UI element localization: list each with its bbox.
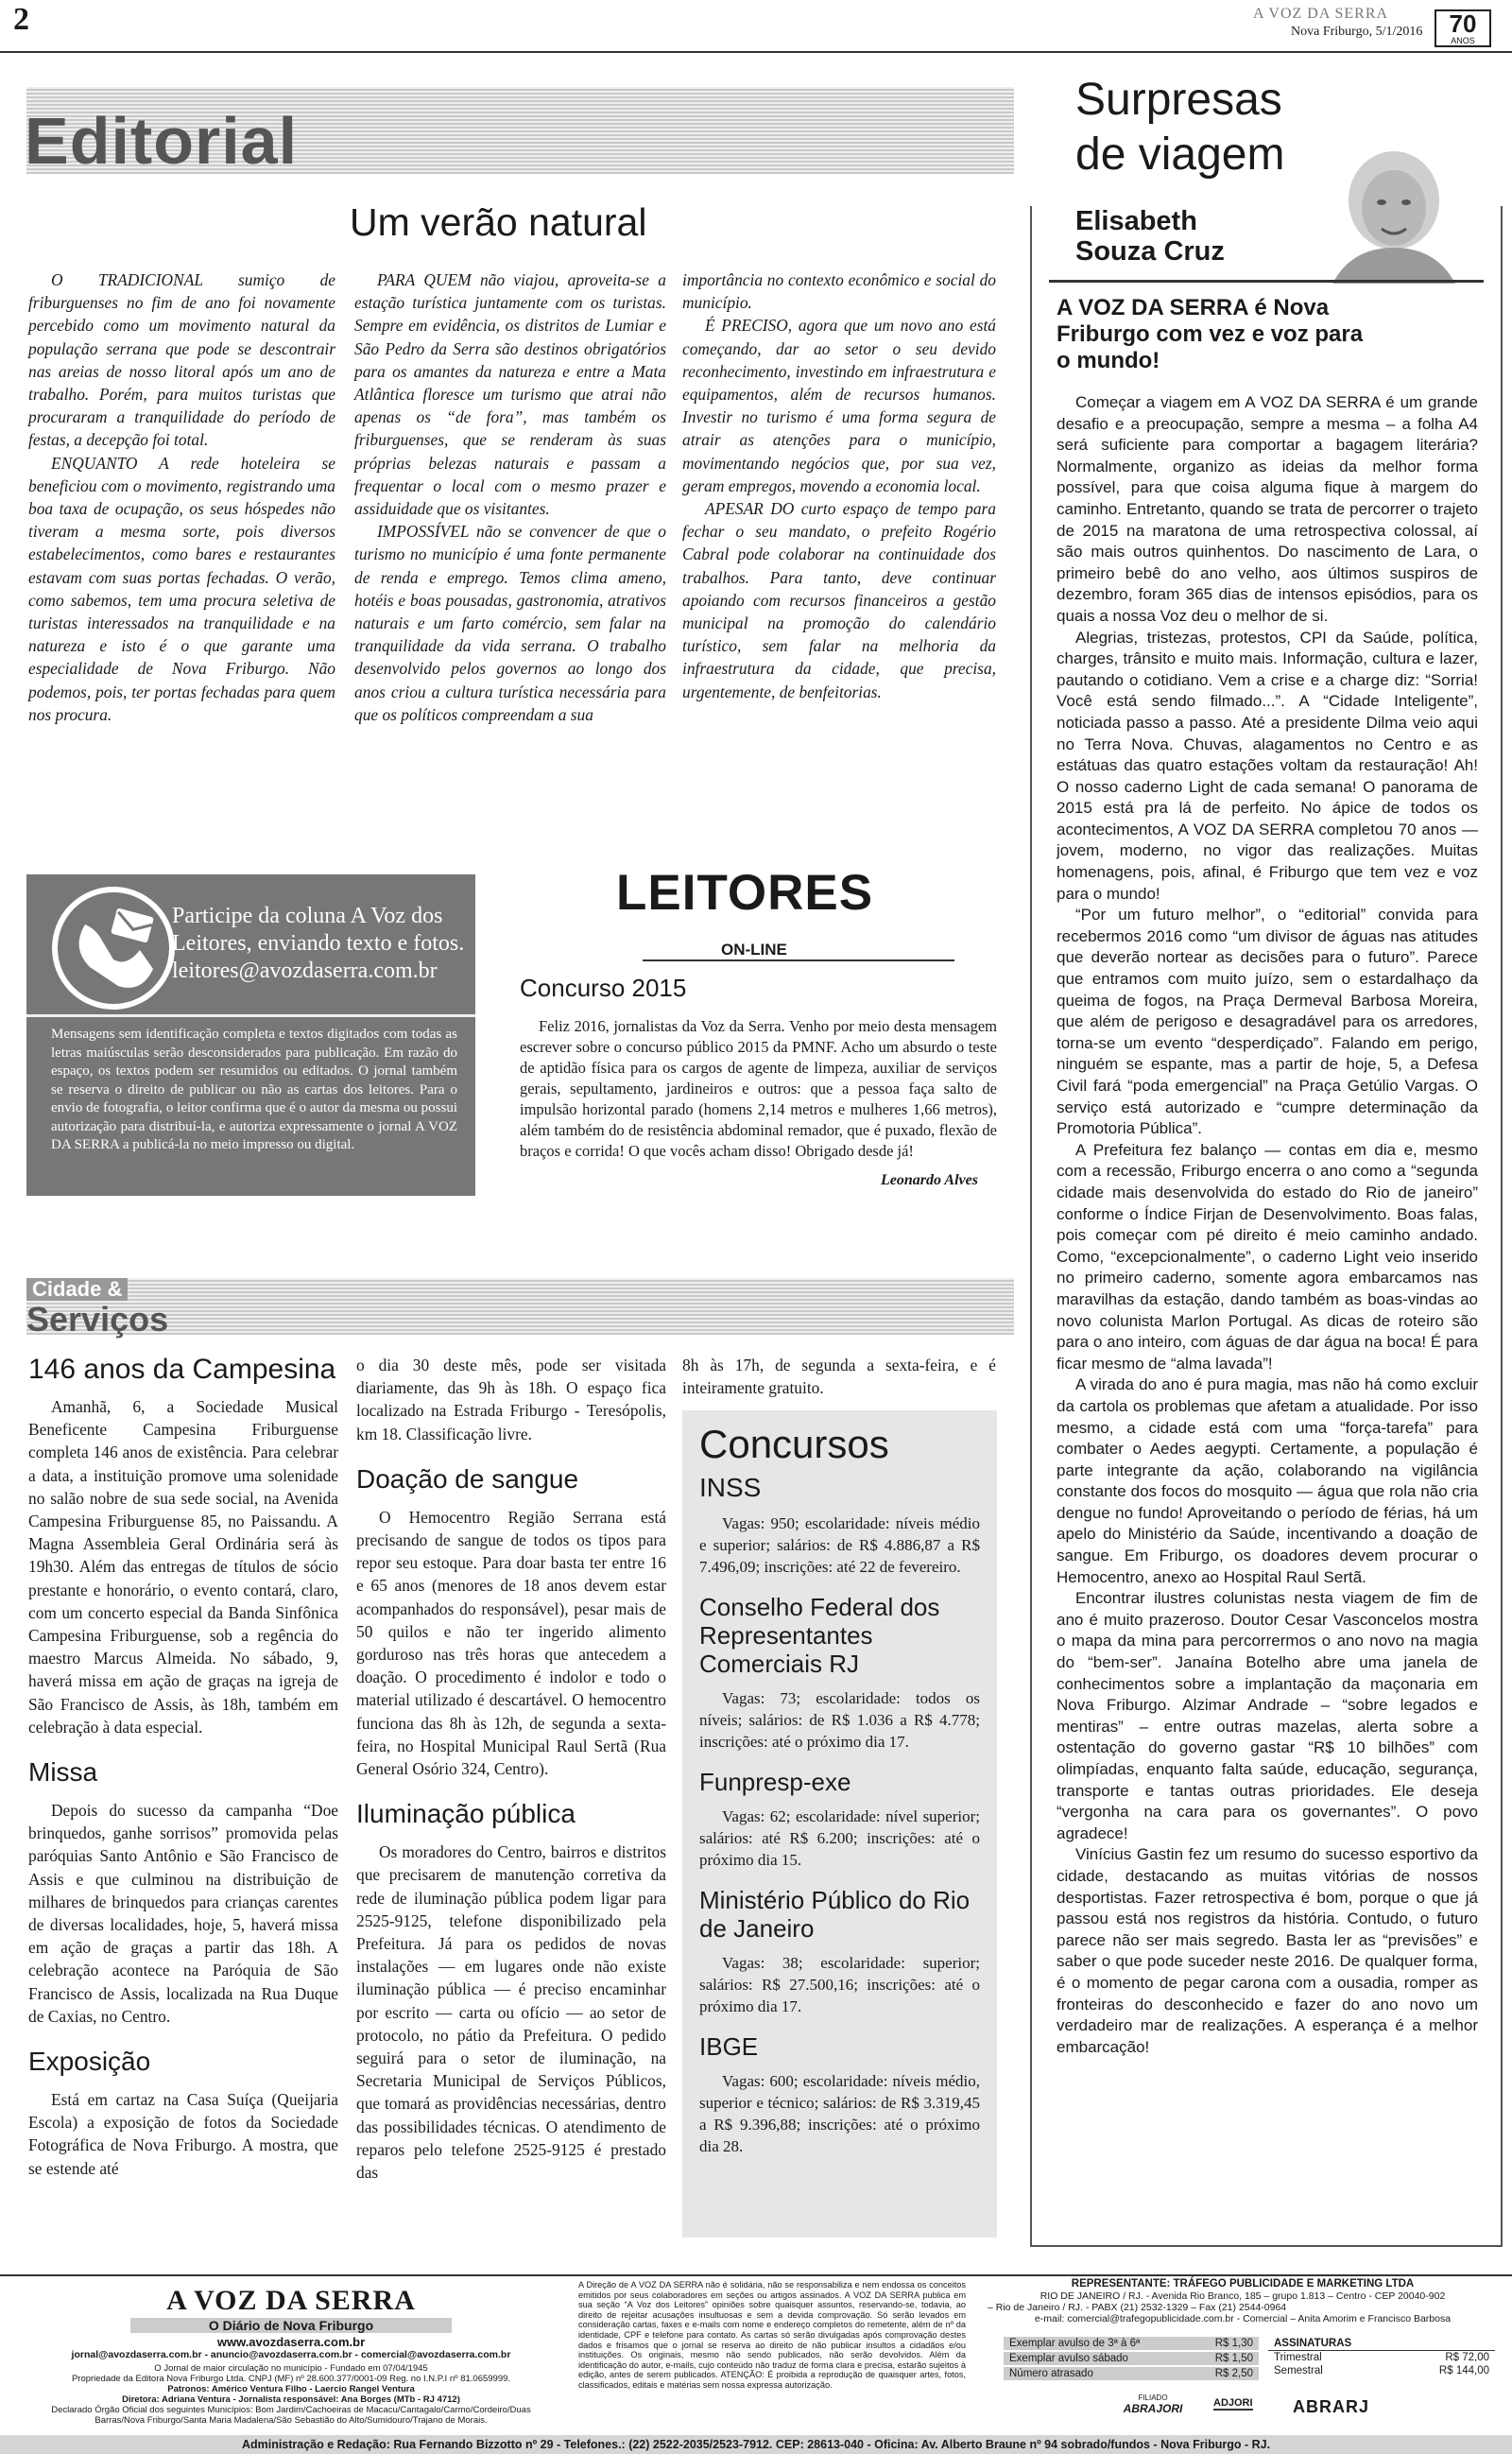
- header-paper-name: A VOZ DA SERRA: [1253, 6, 1389, 22]
- concurso-name: Conselho Federal dos Representantes Comerciais RJ: [699, 1593, 940, 1678]
- column-paragraph: A virada do ano é pura magia, mas não há como excluir da cartola os problemas que afetam a atualidade. Por isso mesmo, a cidade está com uma “força-tarefa” para combater o Aedes aegypti. Certamente, a população é parte integrante da ação, colaborando na vigilância constante dos focos do mosquito — água que rola não cria dengue no fundo! Aproveitando o período de férias, há um apelo do Ministério da Saúde, incentivando a doação de sangue. Em Friburgo, os doadores devem procurar o Hemocentro, anexo ao Hospital Raul Sertã.: [1057, 1375, 1478, 1586]
- leitores-letter-signature: Leonardo Alves: [881, 1172, 978, 1188]
- subs-label: Semestral: [1274, 2365, 1323, 2376]
- concurso-item: [699, 1593, 980, 1753]
- concurso-name: Ministério Público do Rio de Janeiro: [699, 1886, 971, 1943]
- price-value: R$ 1,30: [1214, 2338, 1253, 2349]
- leitores-invite-divider: [26, 1014, 475, 1017]
- concurso-name: IBGE: [699, 2032, 759, 2061]
- expo-text: Está em cartaz na Casa Suíça (Queijaria Escola) a exposição de fotos da Sociedade Fotográfica de Nova Friburgo. A mostra, que se estende até: [28, 2090, 338, 2178]
- editorial-paragraph: O TRADICIONAL sumiço de friburguenses no fim de ano foi novamente percebido como um movimento natural da população serrana que pode se descontrair nas areias de nosso litoral após um ano de trabalho. Porém, para muitos turistas que procuraram a tranquilidade do período de festas, a decepção foi total.: [28, 270, 335, 450]
- campesina-text: Amanhã, 6, a Sociedade Musical Beneficente Campesina Friburguense completa 146 anos de existência. Para celebrar a data, a instituição promove uma solenidade no salão nobre de sua sede social, na Avenida Campesina Friburguense 85, no Paissandu. A Magna Assembleia Geral Ordinária será às 19h30. Além das entregas de títulos de sócio prestante e honorário, o evento contará, claro, com um concerto especial da Banda Sinfônica Campesina Friburguense, sob a regência do maestro Marcus Almeida. No sábado, 9, haverá missa em ação de graças na igreja de São Francisco de Assis, às 18h, também em celebração à data especial.: [28, 1397, 338, 1737]
- leitores-invite: Participe da coluna A Voz dos Leitores, enviando texto e fotos. leitores@avozdaserra.com.br: [172, 904, 465, 983]
- concurso-item: [699, 1473, 980, 1578]
- expediente-line: Propriedade da Editora Nova Friburgo Ltda. CNPJ (MF) nº 28.600.377/0001-09 Reg. no I.N.P.I nº 81.0659999.: [71, 2374, 511, 2384]
- mail-icon: [47, 882, 180, 1014]
- price-value: R$ 2,50: [1214, 2368, 1253, 2379]
- subs-value: R$ 72,00: [1445, 2352, 1489, 2363]
- price-label: Exemplar avulso sábado: [1009, 2353, 1128, 2364]
- doacao-text: O Hemocentro Região Serrana está precisando de sangue de todos os tipos para repor seu estoque. Para doar basta ter entre 16 e 65 anos (menores de 18 anos devem estar acompanhados do responsável), pesar mais de 50 quilos e não ter ingerido alimento gorduroso nas três horas que antecedem a doação. O procedimento é indolor e todo o material utilizado é descartável. O hemocentro funciona das 8h às 12h, de segunda a sexta-feira, no Hospital Municipal Raul Sertã (Rua General Osório 324, Centro).: [356, 1507, 666, 1779]
- column-headline: A VOZ DA SERRA é Nova Friburgo com vez e voz para o mundo!: [1057, 295, 1364, 373]
- page-number: 2: [13, 2, 29, 37]
- representante: [988, 2278, 1498, 2324]
- header-rule: [0, 51, 1512, 53]
- editorial-paragraph: APESAR DO curto espaço de tempo para fechar o seu mandato, o prefeito Rogério Cabral pode colaborar na continuidade dos trabalhos. Para tanto, deve continuar apoiando com recursos financeiros a gestão municipal na promoção do calendário turístico, sem falar na melhoria da infraestrutura da cidade, que precisa, urgentemente, de benfeitorias.: [682, 499, 996, 701]
- column-paragraph: A Prefeitura fez balanço — contas em dia e, mesmo com a recessão, Friburgo encerra o ano como a “segunda cidade mais desenvolvida do estado do Rio de janeiro” conforme o Índice Firjan de Desenvolvimento. Boas falas, pois começar com pé direito é meio caminho andado. Como, “excepcionalmente”, o caderno Light veio inserido no primeiro caderno, somente agora embarcamos nas maravilhas da estação, dando também as boas-vindas ao novo colunista Marlon Portugal. As dicas de roteiro são para o ano inteiro, com águas de dar água na boca! É para ficar mesmo de “alma lavada”!: [1057, 1140, 1478, 1373]
- servicos-col-3: [682, 1354, 996, 1399]
- price-row: [1004, 2352, 1259, 2365]
- columnist-rule: [1049, 280, 1484, 283]
- columnist-name-line2: Souza Cruz: [1075, 236, 1225, 267]
- leitores-label: LEITORES: [616, 865, 874, 921]
- ilum-text: Os moradores do Centro, bairros e distritos que precisarem de manutenção corretiva da rede de iluminação pública podem ligar para 2525-9125, telefone disponibilizado pela Prefeitura. Já para os pedidos de novas instalações — em lugares onde não existe iluminação pública — é preciso encaminhar por escrito — carta ou ofício — ao setor de protocolo, no pátio da Prefeitura. O pedido seguirá para o setor de iluminação, na Secretaria Municipal de Serviços Públicos, que tomará as providências necessárias, dentro das possibilidades técnicas. O atendimento de reparos pelo telefone 2525-9125 é prestado das: [356, 1842, 666, 2183]
- concurso-text: Vagas: 38; escolaridade: superior; salários: R$ 27.500,16; inscrições: até o próximo dia 17.: [699, 1954, 980, 2015]
- column-paragraph: “Por um futuro melhor”, o “editorial” convida para recebermos 2016 como “um divisor de águas nas atitudes que deverão nortear as decisões para o futuro”. Parece que entramos com muito juízo, sem o estardalhaço da queima de fogos, na Praça Dermeval Barbosa Moreira, que além de perigoso e desagradável para os arredores, torna-se um evento “desperdiçado”. Falando em perigo, ninguém se espante, mas a partir de hoje, 5, a Defesa Civil fará “poda emergencial” na Praça Getúlio Vargas. O serviço está autorizado e “cumpre determinação da Promotoria Pública”.: [1057, 906, 1478, 1138]
- servicos-col-1: [28, 1348, 338, 2180]
- abrajori-logo: [1101, 2394, 1205, 2415]
- editorial-paragraph: IMPOSSÍVEL não se convencer de que o turismo no município é uma fonte permanente de renda e emprego. Temos clima ameno, hotéis e boas pousadas, gastronomia, atrativos naturais e um farto comércio, sem falar na tranquilidade da vida serrana. O trabalho desenvolvido pelos governos ao longo dos anos criou a cultura turística necessária para que os políticos compreendam a sua: [354, 522, 666, 724]
- adjori-logo: ADJORI: [1213, 2397, 1253, 2409]
- concurso-item: [699, 2032, 980, 2157]
- concurso-item: [699, 1768, 980, 1871]
- representante-title: REPRESENTANTE: TRÁFEGO PUBLICIDADE E MARKETING LTDA: [1071, 2278, 1415, 2290]
- editorial-label: Editorial: [25, 104, 299, 178]
- subs-row: [1268, 2364, 1495, 2377]
- column-title-line2: de viagem: [1075, 130, 1285, 180]
- expo-text-cont: o dia 30 deste mês, pode ser visitada diariamente, das 9h às 18h. O espaço fica localizado na Estrada Friburgo - Teresópolis, km 18. Classificação livre.: [356, 1356, 666, 1443]
- expediente-disclaimer: A Direção de A VOZ DA SERRA não é solidária, não se responsabiliza e nem endossa os conceitos emitidos por seus colaboradores em seções ou artigos assinados. A VOZ DA SERRA publica em sua seção “A Voz dos Leitores” opiniões sobre quaisquer assuntos, reservando-se, todavia, ao direito de rejeitar acusações insultuosas e sem a devida comprovação. Só serão levados em consideração cartas, faxes e e-mails com nome e endereço completos do remetente, além de nº da identidade, CPF e telefone para contato. As cartas só serão divulgadas após comprovação destes dados e frisamos que o jornal se reserva ao direito de não publicar insultos a cidadãos e/ou instituições. Os originais, mesmo não sendo publicados, não serão devolvidos. Além da identificação do autor, e-mails, cujo conteúdo não traduz de forma clara e precisa, estarão sujeitos à edição, antes de serem publicados. ATENÇÃO: É proibida a reprodução de quaisquer artes, fotos, classificados, editais e matérias sem nossa expressa autorização.: [578, 2280, 966, 2390]
- editorial-col-1: [28, 268, 335, 726]
- expediente-emails: jornal@avozdaserra.com.br - anuncio@avozdaserra.com.br - comercial@avozdaserra.com.br: [71, 2349, 511, 2360]
- badge-number: 70: [1449, 9, 1477, 38]
- editorial-col-3: [682, 268, 996, 703]
- expediente-paper-name: A VOZ DA SERRA: [166, 2285, 416, 2316]
- expediente-masthead: [26, 2286, 556, 2426]
- price-label: Exemplar avulso de 3ª à 6ª: [1009, 2338, 1141, 2349]
- concursos-box: [682, 1410, 997, 2238]
- leitores-notice: Mensagens sem identificação completa e textos digitados com todas as letras maiúsculas serão desconsiderados para publicação. Em razão do espaço, os textos podem ser resumidos ou editados. O jornal também se reserva o direito de publicar ou não as cartas dos leitores. Para o envio de fotografia, o leitor confirma que é o autor da mesma ou possui autorização para distribuí-la, e autoriza expressamente o jornal A VOZ DA SERRA a publicá-la no meio impresso ou digital.: [51, 1027, 457, 1152]
- expediente-line: Declarado Órgão Oficial dos seguintes Municípios: Bom Jardim/Cachoeiras de Macacu/Cantagalo/Carmo/Cordeiro/Duas Barras/Nova Friburgo/Santa Maria Madalena/São Sebastião do Alto/Sumidouro/Trajano de Morais.: [51, 2405, 531, 2426]
- editorial-col-2: [354, 268, 666, 726]
- badge-sub: ANOS: [1451, 36, 1475, 45]
- columnist-name-line1: Elisabeth: [1075, 206, 1197, 236]
- expediente-line: O Jornal de maior circulação no município - Fundado em 07/04/1945: [154, 2363, 428, 2374]
- concurso-text: Vagas: 62; escolaridade: nível superior; salários: até R$ 6.200; inscrições: até o próximo dia 15.: [699, 1807, 980, 1869]
- concurso-text: Vagas: 73; escolaridade: todos os níveis; salários: de R$ 1.036 a R$ 4.778; inscrições: até o próximo dia 17.: [699, 1689, 980, 1751]
- subs-value: R$ 144,00: [1438, 2365, 1489, 2376]
- concurso-name: INSS: [699, 1473, 762, 1502]
- editorial-paragraph: ENQUANTO A rede hoteleira se beneficiou com o movimento, registrando uma boa taxa de ocupação, os seus hóspedes não tiveram a mesma sorte, pois diversos estabelecimentos, como bares e restaurantes estavam com suas portas fechadas. O verão, como sabemos, tem uma procura seletiva de turistas interessados na tranquilidade e na natureza e isto é o que garante uma especialidade de Nova Friburgo. Não podemos, pois, ter portas fechadas para quem nos procura.: [28, 453, 335, 724]
- ilum-text-cont: 8h às 17h, de segunda a sexta-feira, e é inteiramente gratuito.: [682, 1356, 996, 1398]
- servicos-label-band: [26, 1278, 1014, 1335]
- price-value: R$ 1,50: [1214, 2353, 1253, 2364]
- subs-title: ASSINATURAS: [1268, 2337, 1495, 2351]
- subs-label: Trimestral: [1274, 2352, 1322, 2363]
- ilum-title: Iluminação pública: [356, 1799, 576, 1829]
- leitores-invite-box: [26, 874, 475, 1196]
- doacao-title: Doação de sangue: [356, 1463, 579, 1494]
- representante-line: e-mail: comercial@trafegopublicidade.com.br - Comercial – Anita Amorim e Francisco Barbosa: [1034, 2313, 1452, 2324]
- representante-line: RIO DE JANEIRO / RJ. - Avenida Rio Branco, 185 – grupo 1.813 – Centro - CEP 20040-902: [1040, 2290, 1446, 2302]
- leitores-rule: [643, 959, 954, 961]
- representante-line: – Rio de Janeiro / RJ. - PABX (21) 2532-1329 – Fax (21) 2544-0964: [988, 2302, 1287, 2313]
- price-row: [1004, 2367, 1259, 2380]
- concurso-name: Funpresp-exe: [699, 1768, 851, 1796]
- subs-row: [1268, 2351, 1495, 2364]
- missa-text: Depois do sucesso da campanha “Doe brinquedos, ganhe sorrisos” promovida pelas paróquias Santo Antônio e São Francisco de Assis e que culminou na distribuição de milhares de brinquedos para crianças carentes de diversas localidades, hoje, 5, haverá missa em ação de graças a partir das 18h. A celebração acontece na Paróquia de São Francisco de Assis, localizada na Rua Duque de Caxias, no Centro.: [28, 1801, 338, 2026]
- column-title-line1: Surpresas: [1075, 75, 1282, 125]
- header-dateline: Nova Friburgo, 5/1/2016: [1291, 25, 1423, 39]
- expediente-site: www.avozdaserra.com.br: [216, 2335, 366, 2349]
- footer-address: Administração e Redação: Rua Fernando Bizzotto nº 29 - Telefones.: (22) 2522-2035/2523-7912. CEP: 28613-040 - Oficina: Av. Alberto Braune nº 94 sobrado/fundos - Nova Friburgo - RJ.: [0, 2435, 1512, 2454]
- concurso-text: Vagas: 950; escolaridade: níveis médio e superior; salários: de R$ 4.886,87 a R$ 7.496,09; inscrições: até 22 de fevereiro.: [699, 1514, 980, 1576]
- servicos-col-2: [356, 1354, 666, 2184]
- leitores-sublabel: ON-LINE: [721, 941, 787, 959]
- editorial-paragraph: É PRECISO, agora que um novo ano está começando, dar ao setor o seu devido reconhecimento, investindo em infraestrutura e equipamentos, além de recursos humanos. Investir no turismo é uma forma segura de atrair as atenções para o município, movimentando negócios que, por sua vez, geram empregos, movendo a economia local.: [682, 316, 996, 495]
- price-row: [1004, 2337, 1259, 2350]
- leitores-letter-body: Feliz 2016, jornalistas da Voz da Serra. Venho por meio desta mensagem escrever sobre o concurso público 2015 da PMNF. Acho um absurdo o teste de aptidão física para os cargos de agente de limpeza, auxiliar de serviços gerais, sepultamento, jardineiros e outros: que a pessoa faça salto de impulsão horizontal parado (homens 2,14 metros e mulheres 1,66 metros), além também do de resistência abdominal remador, que é puxado, flexão de braços e corrida! O que vocês acham disso! Obrigado desde já!: [520, 1017, 997, 1160]
- servicos-label-top: Cidade &: [26, 1278, 128, 1301]
- concurso-item: [699, 1886, 980, 2017]
- abrajori-logo-name: ABRAJORI: [1123, 2402, 1183, 2415]
- anniversary-badge: [1435, 9, 1491, 47]
- concurso-text: Vagas: 600; escolaridade: níveis médio, superior e técnico; salários: de R$ 3.319,45 a R$ 9.396,88; inscrições: até o próximo dia 28.: [699, 2072, 980, 2155]
- column-paragraph: Alegrias, tristezas, protestos, CPI da Saúde, política, charges, trânsito e muito mais. Informação, cultura e lazer, pautando o cotidiano. Vem a crise e a charge diz: “Sorria! Você está sendo filmado...”. A “Cidade Inteligente”, noticiada passo a passo. Até a presidente Dilma veio aqui no Terra Nova. Chuvas, alagamentos no Centro e as estátuas das quatro estações voltam da restauração! Ah! O nosso caderno Light de cada semana! O panorama de 2015 está pra lá de perfeito. No ápice de todos os acontecimentos, A VOZ DA SERRA completou 70 anos — jovem, moderno, no vigor das realizações. Muitas homenagens, pois, afinal, é Friburgo que tem vez e voz para o mundo!: [1057, 628, 1478, 903]
- expediente-tagline: O Diário de Nova Friburgo: [130, 2318, 452, 2333]
- abrajori-logo-top: FILIADO: [1138, 2394, 1168, 2402]
- leitores-letter-title: Concurso 2015: [520, 974, 687, 1002]
- abrarj-logo: ABRARJ: [1293, 2397, 1370, 2416]
- expediente-line: Diretora: Adriana Ventura - Jornalista responsável: Ana Borges (MTb - RJ 4712): [122, 2394, 460, 2405]
- editorial-paragraph: PARA QUEM não viajou, aproveita-se a estação turística juntamente com os turistas. Sempre em evidência, os distritos de Lumiar e São Pedro da Serra são destinos obrigatórios para os amantes da natureza e entre a Mata Atlântica floresce um turismo que atrai não apenas os “de fora”, mas também os friburguenses, que se renderam às suas próprias belezas naturais e passam a frequentar o local com o mesmo prazer e assiduidade que os visitantes.: [354, 270, 666, 519]
- expo-title: Exposição: [28, 2047, 151, 2077]
- columnist-photo: [1323, 142, 1465, 284]
- column-paragraph: Encontrar ilustres colunistas nesta viagem de fim de ano é muito prazeroso. Doutor Cesar Vasconcelos mostra o mapa da mina para percorrermos o ano novo na magia do “bem-ser”. Janaína Botelho abre uma janela de conhecimentos sobre a implantação da maçonaria em Nova Friburgo. Alzimar Andrade – “sobre legados e mentiras” – entre outras mazelas, alerta sobre a ostentação do governo gastar “R$ 10 bilhões” com olimpíadas, enquanto falta saúde, educação, segurança, transporte e tantas outras prioridades. Ele deseja “vergonha na cara para os governantes”. O povo agradece!: [1057, 1589, 1478, 1842]
- column-paragraph: Começar a viagem em A VOZ DA SERRA é um grande desafio e a preocupação, sempre a mesma – a folha A4 será suficiente para comportar a bagagem literária? Normalmente, organizo as ideias da melhor forma possível, para que coisa alguma fique à margem do caminho. Entretanto, quando se trata de percorrer o trajeto de 2015 na maratona de uma retrospectiva colossal, aí são mais outros quinhentos. Do nascimento de Lara, o primeiro bebê do ano velho, aos últimos suspiros de dezembro, foram 365 dias de intensos episódios, para os quais a nossa Voz deu o melhor de si.: [1057, 393, 1478, 625]
- column-body: [1057, 392, 1478, 2058]
- column-paragraph: Vinícius Gastin fez um resumo do sucesso esportivo da cidade, destacando as muitas vitórias de nossos desportistas. Fazer retrospectiva é bom, porque o que já passou está nos registros da história. Contudo, o futuro parece não ser mais segredo. Basta ler as “previsões” e saber o que pode suceder neste 2016. De qualquer forma, é o momento de pegar carona com a ousadia, romper as fronteiras do desconhecido e fazer do ano novo um verdadeiro mar de realizações. A esperança é a melhor embarcação!: [1057, 1845, 1478, 2056]
- campesina-title: 146 anos da Campesina: [28, 1354, 336, 1385]
- footer-top-rule: [0, 2274, 1512, 2276]
- prices-table: [1004, 2337, 1259, 2380]
- subscriptions-table: [1268, 2337, 1495, 2377]
- editorial-paragraph: importância no contexto econômico e social do município.: [682, 270, 996, 313]
- price-label: Número atrasado: [1009, 2368, 1093, 2379]
- editorial-title: Um verão natural: [350, 200, 647, 244]
- concursos-title: Concursos: [699, 1422, 889, 1466]
- servicos-label: Serviços: [26, 1300, 169, 1339]
- missa-title: Missa: [28, 1757, 98, 1788]
- expediente-line: Patronos: Américo Ventura Filho - Laercio Rangel Ventura: [167, 2384, 415, 2394]
